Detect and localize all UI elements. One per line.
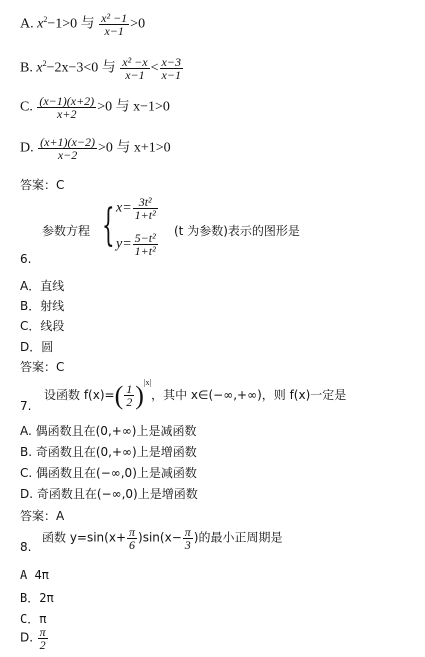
fraction (120, 56, 149, 81)
q5-option-b[interactable] (20, 56, 184, 81)
math-text: >0 与 x−1>0 (97, 99, 170, 115)
exponent: 2 (43, 15, 48, 25)
eq-lhs: x= (116, 200, 132, 216)
numerator: π (129, 525, 136, 539)
stem-b: ，其中 x∈(−∞,+∞)，则 f(x)一定是 (151, 388, 347, 402)
fraction (183, 526, 193, 551)
q6-option-b[interactable]: B．射线 (20, 299, 65, 313)
right-paren: ) (135, 380, 144, 410)
stem-c: )的最小正周期是 (193, 530, 283, 545)
q5-option-d[interactable] (20, 136, 171, 161)
numerator: x² −1 (101, 11, 128, 25)
q7-option-a[interactable]: A. 偶函数且在(0,+∞)上是减函数 (20, 424, 197, 438)
fraction (124, 383, 134, 408)
eq-lhs: y= (116, 236, 132, 252)
q6-answer: 答案：C (20, 360, 65, 374)
exponent: 2 (42, 59, 47, 69)
left-paren: ( (114, 380, 124, 410)
q5-option-c[interactable] (20, 95, 170, 120)
denominator: x−1 (125, 68, 145, 82)
numerator: 1 (126, 382, 133, 397)
denominator: x+2 (57, 107, 77, 121)
q6-option-a[interactable]: A．直线 (20, 279, 65, 293)
q8-option-a[interactable]: A 4π (20, 568, 49, 582)
denominator: 6 (129, 538, 136, 552)
math-text: >0 (130, 16, 146, 32)
math-text: −2x−3<0 与 (46, 60, 116, 76)
eq2 (116, 232, 159, 257)
math-var: x (36, 60, 43, 76)
option-letter: A. (20, 16, 34, 32)
numerator: (x−1)(x+2) (39, 94, 95, 108)
numerator: 3t² (133, 196, 158, 209)
q7-stem (44, 378, 346, 411)
fraction (37, 95, 96, 120)
option-letter: B. (20, 60, 33, 76)
comparison: < (150, 60, 159, 76)
q8-option-d[interactable] (20, 626, 49, 651)
denominator: 2 (39, 638, 46, 652)
q8-option-c[interactable]: C．π (20, 612, 47, 626)
denominator: x−1 (161, 68, 181, 82)
q5-option-a[interactable] (20, 12, 145, 37)
q6-option-d[interactable]: D．圆 (20, 340, 54, 354)
left-brace: { (102, 200, 115, 251)
fraction (133, 196, 158, 221)
stem-a: 函数 y=sin(x+ (42, 530, 127, 545)
fraction (38, 136, 97, 161)
fraction (38, 626, 48, 651)
stem-a: 设函数 f(x)= (44, 388, 115, 402)
numerator: x−3 (161, 55, 181, 69)
q7-number: 7. (20, 399, 32, 413)
stem-prefix: 参数方程 (42, 224, 91, 238)
q6-option-c[interactable]: C．线段 (20, 319, 65, 333)
q6-number: 6. (20, 252, 32, 266)
option-letter: D. (20, 630, 34, 645)
fraction (99, 12, 129, 37)
denominator: 1+t² (134, 208, 156, 222)
denominator: 3 (184, 538, 191, 552)
q7-answer: 答案：A (20, 509, 65, 523)
numerator: (x+1)(x−2) (40, 135, 95, 149)
q7-option-d[interactable]: D. 奇函数且在(−∞,0)上是增函数 (20, 487, 198, 501)
numerator: x² −x (122, 55, 148, 69)
denominator: x−1 (104, 24, 124, 38)
fraction (160, 56, 183, 81)
q8-option-b[interactable]: B．2π (20, 591, 54, 605)
numerator: π (39, 625, 46, 639)
numerator: 5−t² (134, 231, 156, 245)
math-text: −1>0 与 (47, 16, 95, 32)
fraction (127, 526, 137, 551)
q8-stem (42, 526, 282, 551)
denominator: 2 (126, 395, 133, 410)
math-var: x (37, 16, 44, 32)
q7-option-b[interactable]: B. 奇函数且在(0,+∞)上是增函数 (20, 445, 197, 459)
stem-suffix: (t 为参数)表示的图形是 (174, 224, 300, 238)
fraction (133, 232, 158, 257)
denominator: x−2 (57, 148, 78, 162)
option-letter: C. (20, 99, 33, 115)
numerator: π (184, 525, 191, 539)
q5-answer: 答案：C (20, 178, 65, 192)
math-text: >0 与 x+1>0 (97, 140, 171, 156)
stem-b: )sin(x− (138, 530, 182, 545)
eq1 (116, 196, 159, 221)
q8-number: 8. (20, 540, 32, 554)
q7-option-c[interactable]: C. 偶函数且在(−∞,0)上是减函数 (20, 466, 197, 480)
denominator: 1+t² (134, 244, 156, 258)
exponent: |x| (143, 378, 152, 387)
option-letter: D. (20, 140, 34, 156)
